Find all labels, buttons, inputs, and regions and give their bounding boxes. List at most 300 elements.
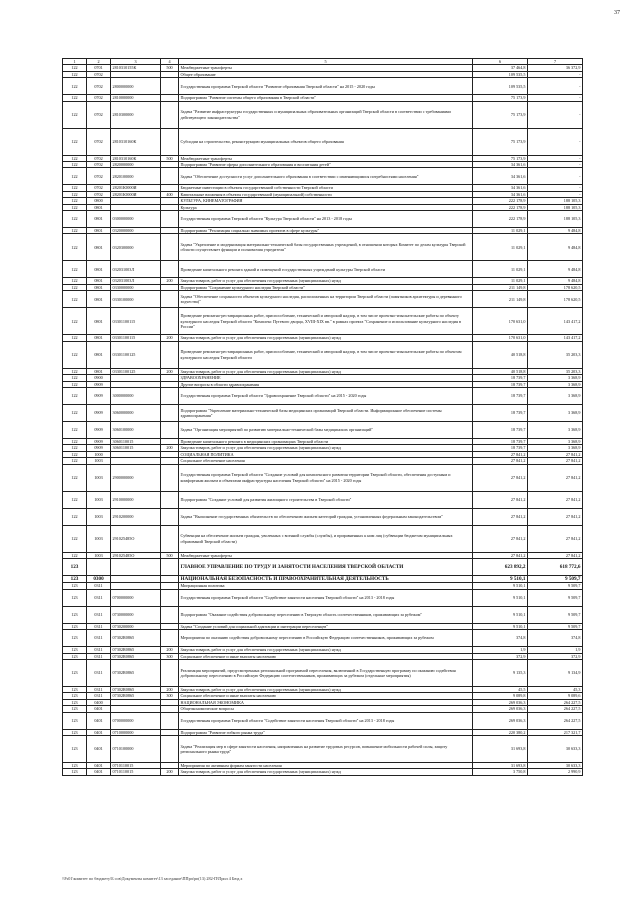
item-name-cell: Задача "Развитие инфраструктуры государственных и муниципальных образовательных организаций Тверской области в соответствии с требованиями действующего законодательства" — [179, 101, 473, 128]
item-name-cell: Закупка товаров, работ и услуг для обеспечения государственных (муниципальных) нужд — [179, 368, 473, 374]
amount-plan-cell: 18 739,7 — [473, 381, 528, 387]
table-row — [63, 464, 583, 491]
amount-actual-cell: 27 841,2 — [528, 491, 583, 508]
amount-actual-cell: 9 484,8 — [528, 261, 583, 278]
section-code-cell: 0401 — [87, 763, 111, 769]
item-name-cell: Задача "Создание условий для социальной адаптации и интеграции переселенцев" — [179, 623, 473, 629]
target-article-cell: 0710000000 — [111, 729, 161, 735]
section-code-cell: 0801 — [87, 234, 111, 261]
admin-code-cell: 123 — [63, 686, 87, 692]
table-row — [63, 589, 583, 606]
table-row — [63, 558, 583, 575]
amount-actual-cell: 9 134,9 — [528, 659, 583, 686]
target-article-cell: 07302R0865 — [111, 630, 161, 647]
file-path-footer: \\Fs01\комитет по бюджету\Б сов\Документы комитет\13 заседание\ППрп\рп(13) 282-П\Прил 4 Бюд.х — [62, 876, 243, 881]
expense-type-cell: 200 — [161, 278, 179, 284]
admin-code-cell: 122 — [63, 552, 87, 558]
target-article-cell — [111, 575, 161, 582]
expense-type-cell — [161, 78, 179, 95]
admin-code-cell: 123 — [63, 659, 87, 686]
amount-actual-cell: 36 372,9 — [528, 65, 583, 71]
section-code-cell: 0909 — [87, 445, 111, 451]
amount-plan-cell: 222 178,9 — [473, 198, 528, 204]
amount-plan-cell: 31 693,8 — [473, 763, 528, 769]
amount-plan-cell: 27 841,2 — [473, 464, 528, 491]
amount-actual-cell: - — [528, 128, 583, 155]
amount-plan-cell: 9 510,1 — [473, 575, 528, 582]
expense-type-cell — [161, 291, 179, 308]
target-article-cell: 07302R0865 — [111, 693, 161, 699]
section-code-cell: 0401 — [87, 706, 111, 712]
admin-code-cell: 122 — [63, 204, 87, 210]
amount-actual-cell: 3 368,9 — [528, 381, 583, 387]
amount-actual-cell: 35 203,3 — [528, 341, 583, 368]
admin-code-cell: 122 — [63, 381, 87, 387]
amount-plan-cell: 75 173,9 — [473, 101, 528, 128]
section-code-cell: 0311 — [87, 630, 111, 647]
amount-actual-cell: 217 321,7 — [528, 729, 583, 735]
amount-plan-cell: 18 739,7 — [473, 438, 528, 444]
admin-code-cell: 123 — [63, 606, 87, 623]
amount-plan-cell: 34 361,6 — [473, 185, 528, 191]
admin-code-cell: 123 — [63, 729, 87, 735]
amount-actual-cell: 9 484,8 — [528, 228, 583, 234]
section-code-cell: 0702 — [87, 162, 111, 168]
item-name-cell: Социальное обеспечение и иные выплаты населению — [179, 653, 473, 659]
amount-actual-cell: 45,3 — [528, 686, 583, 692]
section-code-cell: 0701 — [87, 65, 111, 71]
amount-actual-cell: 27 841,2 — [528, 458, 583, 464]
item-name-cell: Задача "Организация мероприятий по развитию материально-технической базы медицинских организаций" — [179, 421, 473, 438]
amount-actual-cell: - — [528, 185, 583, 191]
expense-type-cell: 200 — [161, 335, 179, 341]
amount-plan-cell: 27 841,2 — [473, 552, 528, 558]
amount-plan-cell: 27 841,2 — [473, 525, 528, 552]
expense-type-cell: 200 — [161, 769, 179, 775]
amount-actual-cell: 178 620,5 — [528, 284, 583, 290]
amount-plan-cell: 27 841,2 — [473, 458, 528, 464]
section-code-cell: 0702 — [87, 191, 111, 197]
expense-type-cell — [161, 659, 179, 686]
amount-actual-cell: 188 105,3 — [528, 204, 583, 210]
amount-actual-cell: 3 368,9 — [528, 421, 583, 438]
amount-plan-cell: 220 380,2 — [473, 729, 528, 735]
item-name-cell: Подпрограмма "Развитие сферы дополнительного образования и воспитания детей" — [179, 162, 473, 168]
amount-actual-cell: 35 203,3 — [528, 368, 583, 374]
section-code-cell: 0801 — [87, 211, 111, 228]
amount-plan-cell: 11 029,1 — [473, 261, 528, 278]
expense-type-cell — [161, 168, 179, 185]
admin-code-cell: 122 — [63, 491, 87, 508]
section-code-cell: 0311 — [87, 693, 111, 699]
admin-code-cell: 122 — [63, 228, 87, 234]
admin-code-cell: 122 — [63, 78, 87, 95]
amount-plan-cell: 623 892,2 — [473, 558, 528, 575]
target-article-cell: 03301100115 — [111, 335, 161, 341]
item-name-cell: НАЦИОНАЛЬНАЯ БЕЗОПАСНОСТЬ И ПРАВООХРАНИТЕЛЬНАЯ ДЕЯТЕЛЬНОСТЬ — [179, 575, 473, 582]
admin-code-cell: 123 — [63, 630, 87, 647]
section-code-cell: 1003 — [87, 552, 111, 558]
target-article-cell: 0730000000 — [111, 606, 161, 623]
target-article-cell: 03301100125 — [111, 341, 161, 368]
table-row — [63, 659, 583, 686]
item-name-cell: Проведение ремонтно-реставрационных работ, приспособление, технический и авторский надзор, в том числе проектно-изыскательские работы по объекту культурного наследия Тверской области "Комплекс Путевого дворца, XVIII-XIX вв." в рамках проекта "Сохранение и использование культурного наследия в России" — [179, 308, 473, 335]
expense-type-cell — [161, 421, 179, 438]
amount-plan-cell: 34 361,6 — [473, 162, 528, 168]
admin-code-cell: 122 — [63, 464, 87, 491]
table-row — [63, 630, 583, 647]
section-code-cell: 0401 — [87, 712, 111, 729]
amount-plan-cell: 11 029,1 — [473, 228, 528, 234]
target-article-cell: 2820000000 — [111, 162, 161, 168]
amount-actual-cell: - — [528, 95, 583, 101]
item-name-cell: Межбюджетные трансферты — [179, 65, 473, 71]
target-article-cell: 0730200000 — [111, 623, 161, 629]
amount-plan-cell: 37 464,8 — [473, 65, 528, 71]
table-row — [63, 421, 583, 438]
admin-code-cell: 123 — [63, 623, 87, 629]
expense-type-cell: 200 — [161, 686, 179, 692]
amount-plan-cell: 11 029,1 — [473, 278, 528, 284]
expense-type-cell: 200 — [161, 368, 179, 374]
amount-plan-cell: 45,5 — [473, 686, 528, 692]
amount-plan-cell: 9 510,1 — [473, 623, 528, 629]
amount-actual-cell: 30 633,3 — [528, 763, 583, 769]
item-name-cell: КУЛЬТУРА, КИНЕМАТОГРАФИЯ — [179, 198, 473, 204]
admin-code-cell: 122 — [63, 291, 87, 308]
expense-type-cell — [161, 630, 179, 647]
section-code-cell: 0800 — [87, 198, 111, 204]
expense-type-cell — [161, 128, 179, 155]
amount-plan-cell: 269 036,3 — [473, 706, 528, 712]
item-name-cell: Другие вопросы в области здравоохранения — [179, 381, 473, 387]
amount-plan-cell: 9 510,1 — [473, 583, 528, 589]
section-code-cell: 0311 — [87, 623, 111, 629]
amount-actual-cell: 3 368,9 — [528, 387, 583, 404]
column-number: 3 — [111, 59, 161, 65]
item-name-cell: Задача "Обеспечение сохранности объектов культурного наследия, расположенных на территории Тверской области (памятников архитектуры и деревянного зодчества)" — [179, 291, 473, 308]
section-code-cell: 0311 — [87, 653, 111, 659]
item-name-cell: Проведение ремонтно-реставрационных работ, приспособление, технический и авторский надзор, в том числе проектно-изыскательские работы по объектам культурного наследия Тверской области — [179, 341, 473, 368]
amount-plan-cell: 9 135,3 — [473, 659, 528, 686]
target-article-cell: 28201Ю000И — [111, 185, 161, 191]
item-name-cell: Государственная программа Тверской области "Культура Тверской области" на 2013 - 2018 годы — [179, 211, 473, 228]
amount-actual-cell: 3 368,9 — [528, 445, 583, 451]
amount-plan-cell: 18 739,7 — [473, 404, 528, 421]
section-code-cell: 0702 — [87, 95, 111, 101]
section-code-cell: 0801 — [87, 204, 111, 210]
section-code-cell: 0401 — [87, 736, 111, 763]
table-row — [63, 291, 583, 308]
table-row — [63, 261, 583, 278]
section-code-cell: 0909 — [87, 381, 111, 387]
target-article-cell — [111, 558, 161, 575]
admin-code-cell: 122 — [63, 128, 87, 155]
admin-code-cell: 122 — [63, 451, 87, 457]
admin-code-cell: 122 — [63, 101, 87, 128]
target-article-cell: 0320300000 — [111, 234, 161, 261]
admin-code-cell: 122 — [63, 198, 87, 204]
table-row — [63, 78, 583, 95]
expense-type-cell — [161, 525, 179, 552]
target-article-cell: 3060110015 — [111, 445, 161, 451]
expense-type-cell — [161, 589, 179, 606]
target-article-cell: 0300000000 — [111, 211, 161, 228]
item-name-cell: Подпрограмма "Создание условий для развития жилищного строительства в Тверской области" — [179, 491, 473, 508]
table-row — [63, 606, 583, 623]
target-article-cell: 2900000000 — [111, 464, 161, 491]
amount-plan-cell: 40 518,8 — [473, 341, 528, 368]
amount-plan-cell: 109 535,5 — [473, 78, 528, 95]
column-number: 4 — [161, 59, 179, 65]
expense-type-cell — [161, 211, 179, 228]
target-article-cell: 291025485О — [111, 525, 161, 552]
table-row — [63, 308, 583, 335]
table-row — [63, 101, 583, 128]
amount-plan-cell: 11 029,1 — [473, 234, 528, 261]
target-article-cell: 2910000000 — [111, 491, 161, 508]
amount-plan-cell: 27 841,2 — [473, 451, 528, 457]
amount-plan-cell: 374,8 — [473, 630, 528, 647]
item-name-cell: Бюджетные инвестиции в объекты государственной собственности Тверской области — [179, 185, 473, 191]
admin-code-cell: 123 — [63, 699, 87, 705]
item-name-cell: Закупка товаров, работ и услуг для обеспечения государственных (муниципальных) нужд — [179, 278, 473, 284]
amount-actual-cell: 27 841,2 — [528, 525, 583, 552]
admin-code-cell: 122 — [63, 335, 87, 341]
item-name-cell: Государственная программа Тверской области "Здравоохранение Тверской области" на 2015 - 2020 годы — [179, 387, 473, 404]
section-code-cell: 0900 — [87, 375, 111, 381]
amount-actual-cell: 143 417,2 — [528, 308, 583, 335]
table-row — [63, 387, 583, 404]
section-code-cell: 0909 — [87, 421, 111, 438]
expense-type-cell — [161, 575, 179, 582]
admin-code-cell: 122 — [63, 368, 87, 374]
expense-type-cell — [161, 491, 179, 508]
amount-actual-cell: 618 772,6 — [528, 558, 583, 575]
item-name-cell: Социальное обеспечение и иные выплаты населению — [179, 693, 473, 699]
section-code-cell: 1000 — [87, 451, 111, 457]
target-article-cell: 032031003Л — [111, 261, 161, 278]
table-row — [63, 168, 583, 185]
amount-plan-cell: 9 510,1 — [473, 606, 528, 623]
target-article-cell: 2810300000 — [111, 101, 161, 128]
amount-actual-cell: 178 620,5 — [528, 291, 583, 308]
admin-code-cell: 122 — [63, 387, 87, 404]
amount-plan-cell: 211 149,8 — [473, 284, 528, 290]
section-code-cell: 0702 — [87, 155, 111, 161]
item-name-cell: Задача "Реализация мер в сфере занятости населения, направленных на развитие трудовых ресурсов, повышение мобильности рабочей силы, защиту регионального рынка труда" — [179, 736, 473, 763]
target-article-cell: 07302R0865 — [111, 686, 161, 692]
admin-code-cell: 123 — [63, 769, 87, 775]
section-code-cell: 0801 — [87, 261, 111, 278]
item-name-cell: Задача "Обеспечение доступности услуг дополнительного образования в соответствии с изменяющимися потребностями населения" — [179, 168, 473, 185]
expense-type-cell — [161, 464, 179, 491]
column-number: 6 — [473, 59, 528, 65]
expense-type-cell — [161, 558, 179, 575]
expense-type-cell: 400 — [161, 191, 179, 197]
amount-actual-cell: - — [528, 168, 583, 185]
amount-actual-cell: 9 509,7 — [528, 623, 583, 629]
item-name-cell: Подпрограмма "Укрепление материально-технической базы медицинских организаций Тверской области. Информационное обеспечение системы здравоохранения" — [179, 404, 473, 421]
expense-type-cell — [161, 308, 179, 335]
expense-type-cell — [161, 606, 179, 623]
section-code-cell: 0909 — [87, 387, 111, 404]
item-name-cell: Государственная программа Тверской области "Содействие занятости населения Тверской области" на 2013 - 2018 годы — [179, 712, 473, 729]
admin-code-cell: 123 — [63, 647, 87, 653]
admin-code-cell: 123 — [63, 589, 87, 606]
amount-plan-cell: 222 178,9 — [473, 204, 528, 210]
table-row — [63, 525, 583, 552]
amount-actual-cell: - — [528, 191, 583, 197]
amount-plan-cell: 31 693,8 — [473, 736, 528, 763]
expense-type-cell — [161, 234, 179, 261]
item-name-cell: СОЦИАЛЬНАЯ ПОЛИТИКА — [179, 451, 473, 457]
item-name-cell: Закупка товаров, работ и услуг для обеспечения государственных (муниципальных) нужд — [179, 769, 473, 775]
expense-type-cell — [161, 404, 179, 421]
amount-plan-cell: 40 518,8 — [473, 368, 528, 374]
amount-plan-cell: 75 173,9 — [473, 155, 528, 161]
admin-code-cell: 122 — [63, 341, 87, 368]
amount-actual-cell: 143 417,2 — [528, 335, 583, 341]
table-row — [63, 211, 583, 228]
target-article-cell: 07302R0865 — [111, 647, 161, 653]
admin-code-cell: 123 — [63, 575, 87, 582]
target-article-cell: 0320000000 — [111, 228, 161, 234]
amount-actual-cell: - — [528, 162, 583, 168]
item-name-cell: Социальное обеспечение населения — [179, 458, 473, 464]
amount-actual-cell: 27 841,2 — [528, 552, 583, 558]
amount-plan-cell: 9 510,1 — [473, 589, 528, 606]
amount-actual-cell: 264 227,5 — [528, 712, 583, 729]
expense-type-cell — [161, 508, 179, 525]
admin-code-cell: 122 — [63, 375, 87, 381]
amount-plan-cell: 269 036,3 — [473, 699, 528, 705]
amount-actual-cell: 9 484,8 — [528, 234, 583, 261]
admin-code-cell: 122 — [63, 155, 87, 161]
amount-actual-cell: 372,9 — [528, 653, 583, 659]
item-name-cell: Общеэкономические вопросы — [179, 706, 473, 712]
item-name-cell: Подпрограмма "Развитие гибкого рынка труда" — [179, 729, 473, 735]
expense-type-cell: 300 — [161, 653, 179, 659]
admin-code-cell: 122 — [63, 421, 87, 438]
amount-actual-cell: - — [528, 155, 583, 161]
item-name-cell: Миграционная политика — [179, 583, 473, 589]
item-name-cell: Государственная программа Тверской области "Содействие занятости населения Тверской области" на 2013 - 2018 годы — [179, 589, 473, 606]
amount-actual-cell: 1,9 — [528, 647, 583, 653]
table-row — [63, 128, 583, 155]
target-article-cell: 0710100000 — [111, 736, 161, 763]
amount-plan-cell: 18 739,7 — [473, 421, 528, 438]
expense-type-cell: 300 — [161, 693, 179, 699]
item-name-cell: НАЦИОНАЛЬНАЯ ЭКОНОМИКА — [179, 699, 473, 705]
target-article-cell: 07302R0865 — [111, 659, 161, 686]
budget-table — [62, 58, 583, 776]
section-code-cell: 0909 — [87, 404, 111, 421]
admin-code-cell: 122 — [63, 191, 87, 197]
section-code-cell: 1003 — [87, 508, 111, 525]
amount-plan-cell: 27 841,2 — [473, 491, 528, 508]
target-article-cell: 0710110015 — [111, 769, 161, 775]
target-article-cell: 3060110015 — [111, 438, 161, 444]
target-article-cell: 3000000000 — [111, 387, 161, 404]
item-name-cell: Государственная программа Тверской области "Развитие образования Тверской области" на 2015 - 2020 годы — [179, 78, 473, 95]
amount-plan-cell: 34 361,6 — [473, 168, 528, 185]
section-code-cell: 0311 — [87, 589, 111, 606]
amount-actual-cell: 3 368,9 — [528, 404, 583, 421]
column-number: 7 — [528, 59, 583, 65]
section-code-cell: 0401 — [87, 729, 111, 735]
admin-code-cell: 122 — [63, 308, 87, 335]
section-code-cell: 0702 — [87, 128, 111, 155]
expense-type-cell: 200 — [161, 445, 179, 451]
amount-plan-cell: 3 750,8 — [473, 769, 528, 775]
item-name-cell: Закупка товаров, работ и услуг для обеспечения государственных (муниципальных) нужд — [179, 647, 473, 653]
page-number: 37 — [614, 10, 620, 16]
section-code-cell: 1003 — [87, 458, 111, 464]
section-code-cell: 0702 — [87, 185, 111, 191]
table-row — [63, 341, 583, 368]
item-name-cell: Подпрограмма "Реализация социально значимых проектов в сфере культуры" — [179, 228, 473, 234]
item-name-cell: Культура — [179, 204, 473, 210]
table-row — [63, 712, 583, 729]
section-code-cell: 0801 — [87, 368, 111, 374]
amount-actual-cell: 27 841,2 — [528, 451, 583, 457]
target-article-cell: 2800000000 — [111, 78, 161, 95]
admin-code-cell: 122 — [63, 211, 87, 228]
item-name-cell: ЗДРАВООХРАНЕНИЕ — [179, 375, 473, 381]
column-number: 1 — [63, 59, 87, 65]
section-code-cell: 0702 — [87, 168, 111, 185]
target-article-cell: 0710110015 — [111, 763, 161, 769]
column-number: 2 — [87, 59, 111, 65]
target-article-cell: 07302R0865 — [111, 653, 161, 659]
target-article-cell: 3060100000 — [111, 421, 161, 438]
item-name-cell: Закупка товаров, работ и услуг для обеспечения государственных (муниципальных) нужд — [179, 335, 473, 341]
amount-plan-cell: 75 173,9 — [473, 128, 528, 155]
amount-actual-cell: 374,8 — [528, 630, 583, 647]
admin-code-cell: 123 — [63, 653, 87, 659]
table-row — [63, 736, 583, 763]
item-name-cell: Проведение капитального ремонта зданий и помещений государственных учреждений культуры Тверской области — [179, 261, 473, 278]
amount-actual-cell: 27 841,2 — [528, 508, 583, 525]
admin-code-cell: 122 — [63, 261, 87, 278]
section-code-cell: 0311 — [87, 606, 111, 623]
expense-type-cell — [161, 387, 179, 404]
item-name-cell: Проведение капитального ремонта в медицинских организациях Тверской области — [179, 438, 473, 444]
admin-code-cell: 122 — [63, 525, 87, 552]
admin-code-cell: 123 — [63, 583, 87, 589]
target-article-cell: 2910200000 — [111, 508, 161, 525]
admin-code-cell: 123 — [63, 558, 87, 575]
amount-plan-cell: 372,9 — [473, 653, 528, 659]
item-name-cell: Субвенции на обеспечение жильем граждан, уволенных с военной службы (службы), и приравненных к ним лиц (субвенции бюджетам муниципальных образований Тверской области) — [179, 525, 473, 552]
item-name-cell: Подпрограмма "Развитие системы общего образования в Тверской области" — [179, 95, 473, 101]
admin-code-cell: 122 — [63, 458, 87, 464]
admin-code-cell: 122 — [63, 508, 87, 525]
amount-actual-cell: 9 509,7 — [528, 606, 583, 623]
expense-type-cell — [161, 736, 179, 763]
amount-plan-cell: 18 739,7 — [473, 387, 528, 404]
expense-type-cell: 200 — [161, 647, 179, 653]
section-code-cell: 0801 — [87, 291, 111, 308]
amount-plan-cell: 75 173,9 — [473, 95, 528, 101]
item-name-cell: Межбюджетные трансферты — [179, 155, 473, 161]
admin-code-cell: 123 — [63, 693, 87, 699]
amount-plan-cell: 222 178,9 — [473, 211, 528, 228]
admin-code-cell: 123 — [63, 763, 87, 769]
section-code-cell: 0801 — [87, 341, 111, 368]
target-article-cell: 2810310160К — [111, 155, 161, 161]
